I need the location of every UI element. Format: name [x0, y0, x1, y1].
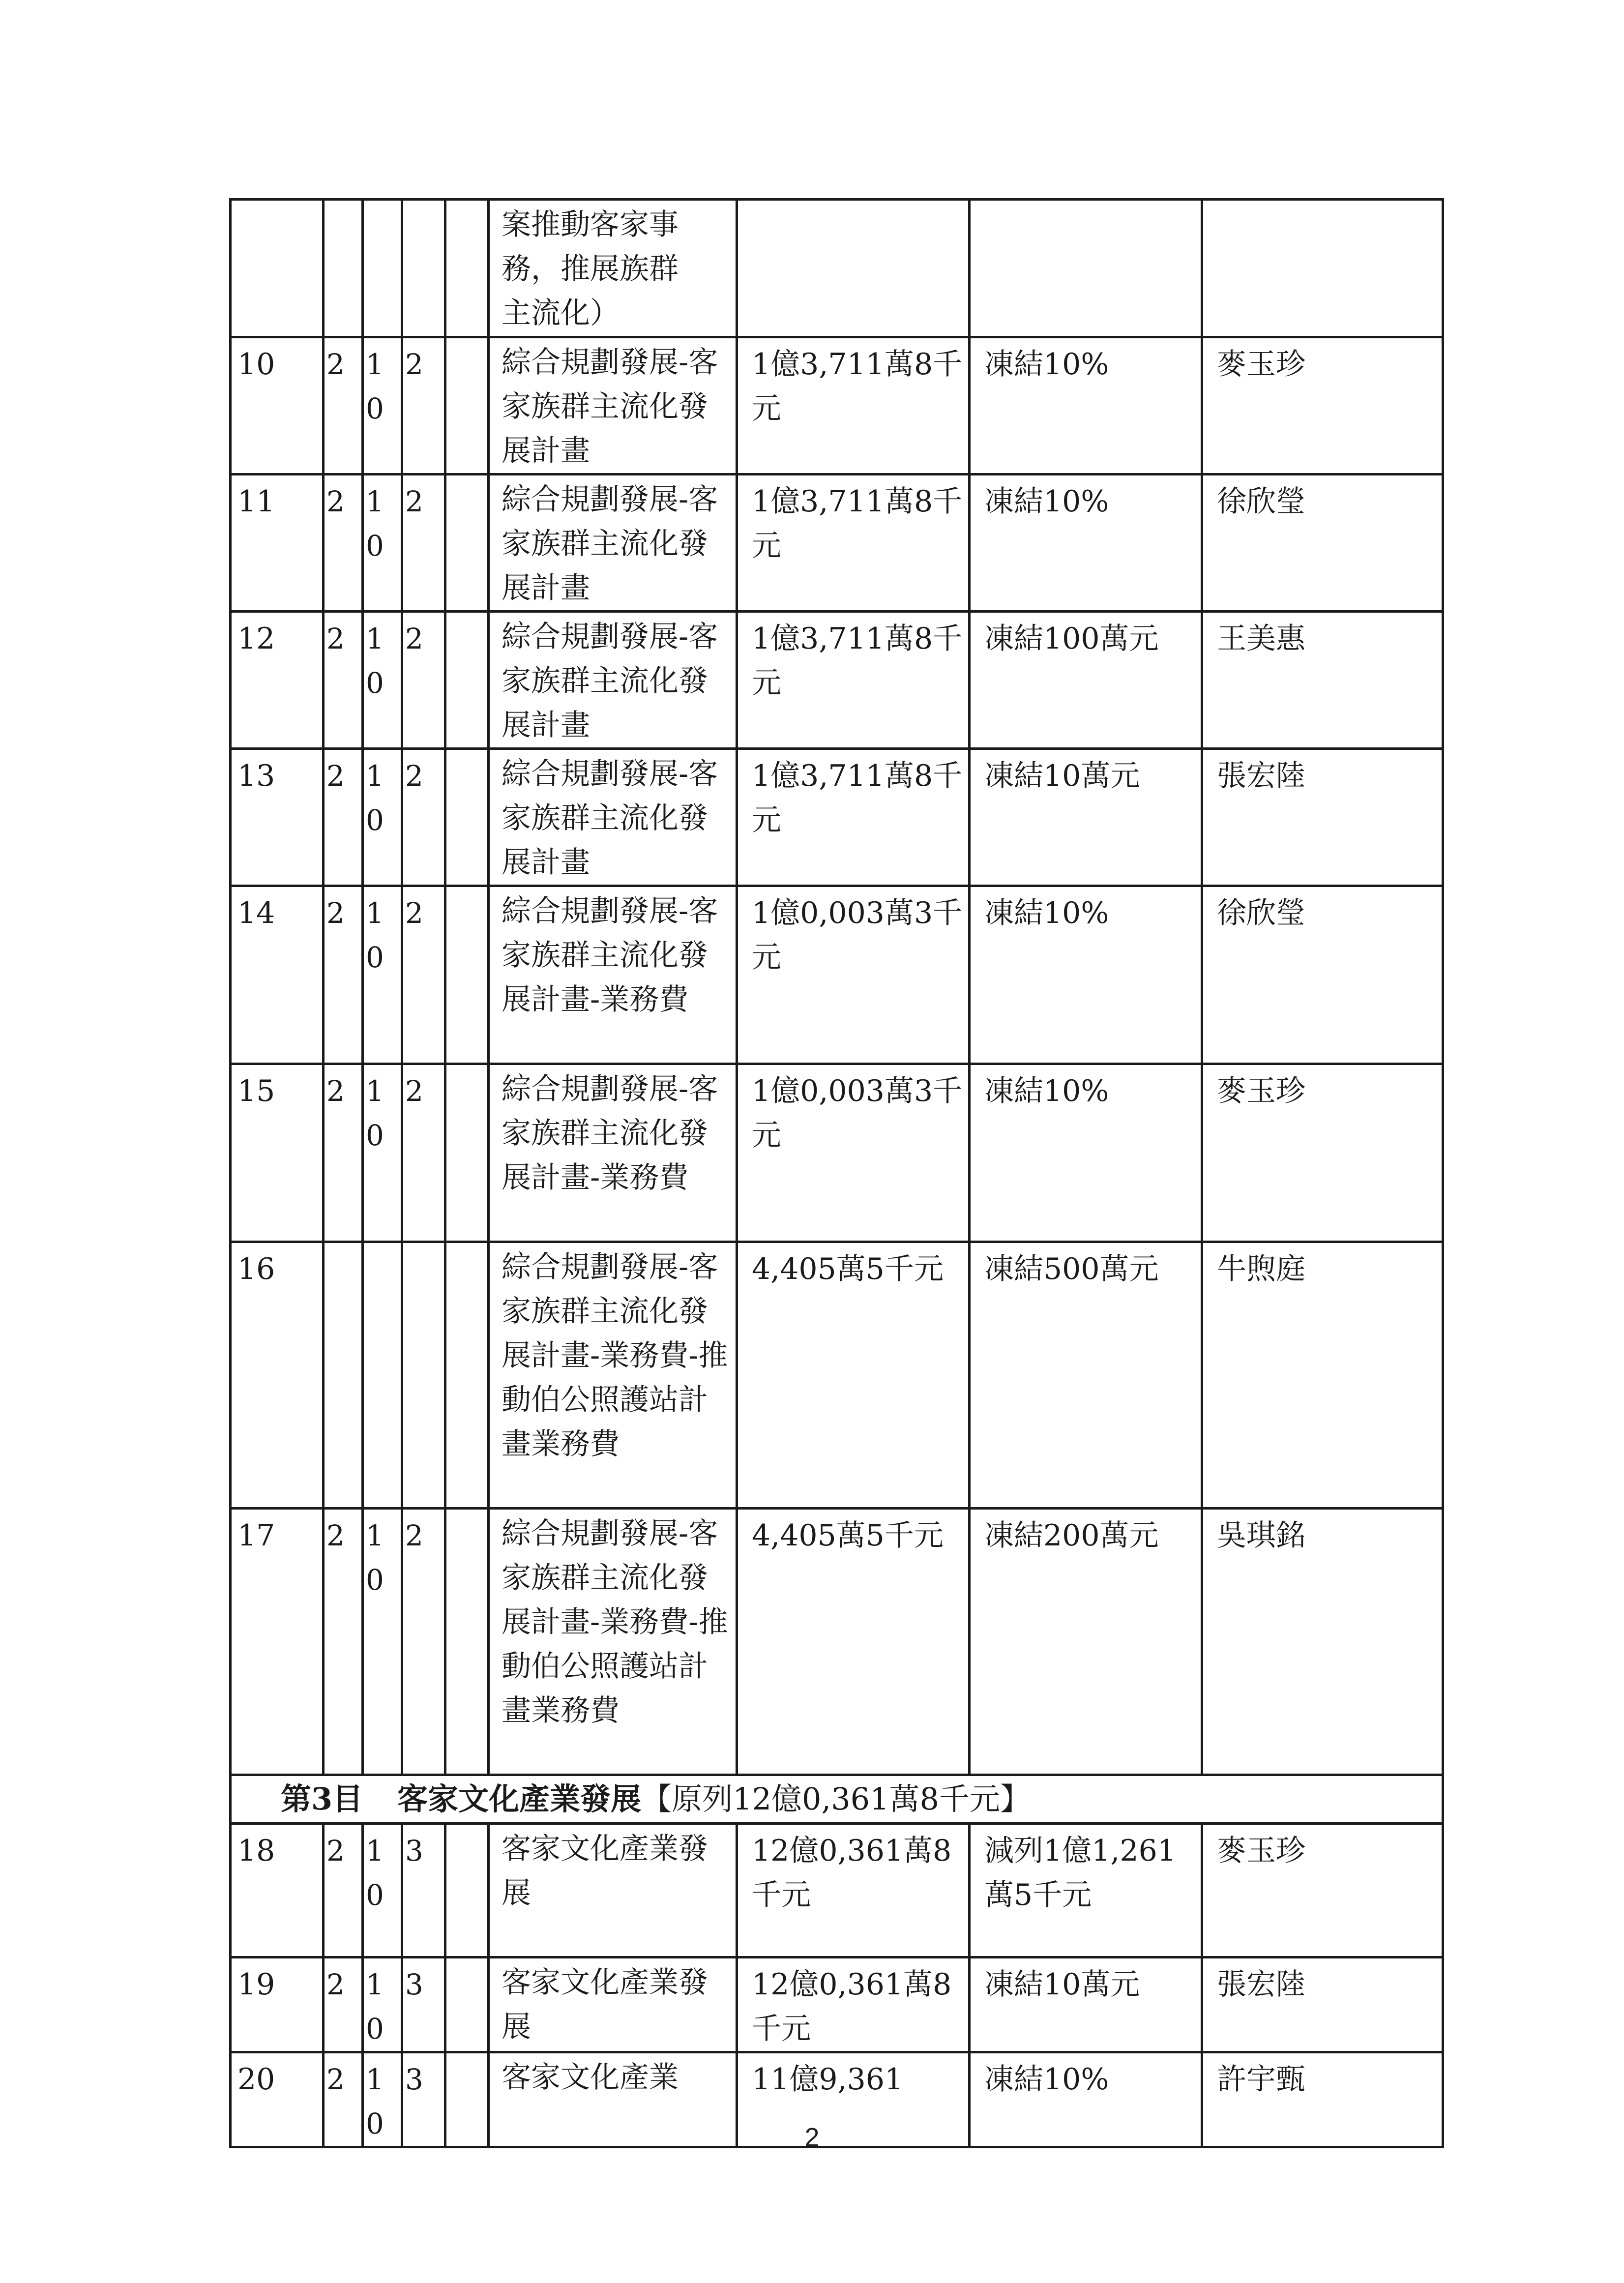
description-cell: 客家文化產業發展	[489, 1957, 737, 2052]
action-cell	[970, 200, 1202, 337]
code-cell: 2	[324, 612, 363, 749]
code-cell: 10	[363, 612, 402, 749]
amount-cell: 11億9,361	[737, 2052, 970, 2147]
code-cell: 2	[402, 749, 445, 886]
no-cell	[231, 200, 324, 337]
code-cell	[363, 200, 402, 337]
no-cell: 14	[231, 886, 324, 1064]
code-cell: 3	[402, 1824, 445, 1957]
description-cell: 綜合規劃發展-客家族群主流化發展計畫	[489, 612, 737, 749]
action-cell: 凍結10%	[970, 886, 1202, 1064]
table-row	[231, 1064, 1443, 1242]
continuation-row	[231, 200, 1443, 337]
proposer-cell: 麥玉珍	[1202, 1064, 1443, 1242]
description-cell: 客家文化產業發展	[489, 1824, 737, 1957]
code-cell: 10	[363, 337, 402, 474]
amount-cell: 1億0,003萬3千元	[737, 1064, 970, 1242]
table-body	[231, 200, 1443, 2147]
page-number: 2	[804, 2123, 820, 2152]
description-cell: 案推動客家事 務，推展族群 主流化）	[489, 200, 737, 337]
no-cell: 11	[231, 474, 324, 612]
action-cell: 凍結10萬元	[970, 1957, 1202, 2052]
no-cell: 13	[231, 749, 324, 886]
table-row	[231, 1824, 1443, 1957]
section-label: 第3目	[281, 1781, 363, 1817]
code-cell: 2	[324, 749, 363, 886]
code-cell: 2	[324, 1509, 363, 1775]
code-cell	[445, 474, 489, 612]
action-cell: 減列1億1,261萬5千元	[970, 1824, 1202, 1957]
code-cell: 3	[402, 2052, 445, 2147]
description-cell: 客家文化產業	[489, 2052, 737, 2147]
code-cell: 10	[363, 749, 402, 886]
section-name: 客家文化產業發展	[397, 1781, 642, 1817]
code-cell: 2	[324, 474, 363, 612]
code-cell	[445, 1957, 489, 2052]
action-cell: 凍結10萬元	[970, 749, 1202, 886]
code-cell	[402, 200, 445, 337]
code-cell	[445, 886, 489, 1064]
no-cell: 20	[231, 2052, 324, 2147]
code-cell	[324, 200, 363, 337]
code-cell: 10	[363, 474, 402, 612]
code-cell: 2	[324, 337, 363, 474]
code-cell	[363, 1242, 402, 1509]
code-cell	[402, 1242, 445, 1509]
table-row	[231, 886, 1443, 1064]
proposer-cell: 張宏陸	[1202, 1957, 1443, 2052]
no-cell: 16	[231, 1242, 324, 1509]
code-cell: 2	[402, 612, 445, 749]
code-cell: 10	[363, 1064, 402, 1242]
table-row	[231, 1509, 1443, 1775]
code-cell	[445, 1509, 489, 1775]
code-cell: 2	[324, 886, 363, 1064]
amount-cell: 1億3,711萬8千元	[737, 474, 970, 612]
action-cell: 凍結100萬元	[970, 612, 1202, 749]
code-cell: 2	[402, 337, 445, 474]
section-header-cell	[231, 1775, 1443, 1824]
amount-cell: 1億0,003萬3千元	[737, 886, 970, 1064]
code-cell: 10	[363, 1509, 402, 1775]
proposer-cell: 徐欣瑩	[1202, 886, 1443, 1064]
section-note: 【原列12億0,361萬8千元】	[641, 1781, 1031, 1817]
code-cell: 2	[402, 474, 445, 612]
code-cell: 10	[363, 1824, 402, 1957]
action-cell: 凍結10%	[970, 2052, 1202, 2147]
no-cell: 17	[231, 1509, 324, 1775]
code-cell	[445, 749, 489, 886]
code-cell: 2	[324, 1824, 363, 1957]
no-cell: 19	[231, 1957, 324, 2052]
proposer-cell: 許宇甄	[1202, 2052, 1443, 2147]
proposer-cell: 牛煦庭	[1202, 1242, 1443, 1509]
code-cell: 2	[324, 2052, 363, 2147]
code-cell: 10	[363, 2052, 402, 2147]
code-cell: 10	[363, 886, 402, 1064]
table-row	[231, 749, 1443, 886]
description-cell: 綜合規劃發展-客家族群主流化發展計畫	[489, 474, 737, 612]
code-cell: 2	[402, 1064, 445, 1242]
proposer-cell: 徐欣瑩	[1202, 474, 1443, 612]
amount-cell: 4,405萬5千元	[737, 1242, 970, 1509]
description-cell: 綜合規劃發展-客家族群主流化發展計畫-業務費-推動伯公照護站計畫業務費	[489, 1242, 737, 1509]
table-row	[231, 337, 1443, 474]
code-cell	[445, 1064, 489, 1242]
amount-cell: 4,405萬5千元	[737, 1509, 970, 1775]
proposer-cell: 王美惠	[1202, 612, 1443, 749]
action-cell: 凍結10%	[970, 474, 1202, 612]
amount-cell: 12億0,361萬8千元	[737, 1824, 970, 1957]
amount-cell: 1億3,711萬8千元	[737, 612, 970, 749]
code-cell: 2	[402, 886, 445, 1064]
proposer-cell: 張宏陸	[1202, 749, 1443, 886]
table-row	[231, 1957, 1443, 2052]
code-cell: 10	[363, 1957, 402, 2052]
no-cell: 15	[231, 1064, 324, 1242]
budget-motion-table	[229, 198, 1444, 2148]
code-cell	[445, 337, 489, 474]
proposer-cell: 吳琪銘	[1202, 1509, 1443, 1775]
no-cell: 12	[231, 612, 324, 749]
section-header-row	[231, 1775, 1443, 1824]
description-cell: 綜合規劃發展-客家族群主流化發展計畫-業務費	[489, 1064, 737, 1242]
amount-cell: 12億0,361萬8千元	[737, 1957, 970, 2052]
proposer-cell: 麥玉珍	[1202, 1824, 1443, 1957]
action-cell: 凍結500萬元	[970, 1242, 1202, 1509]
code-cell	[445, 200, 489, 337]
code-cell: 2	[324, 1957, 363, 2052]
code-cell	[324, 1242, 363, 1509]
description-cell: 綜合規劃發展-客家族群主流化發展計畫-業務費	[489, 886, 737, 1064]
action-cell: 凍結200萬元	[970, 1509, 1202, 1775]
description-cell: 綜合規劃發展-客家族群主流化發展計畫-業務費-推動伯公照護站計畫業務費	[489, 1509, 737, 1775]
table-row	[231, 474, 1443, 612]
table-row	[231, 1242, 1443, 1509]
code-cell	[445, 1242, 489, 1509]
description-cell: 綜合規劃發展-客家族群主流化發展計畫	[489, 337, 737, 474]
code-cell: 2	[324, 1064, 363, 1242]
code-cell: 2	[402, 1509, 445, 1775]
amount-cell: 1億3,711萬8千元	[737, 749, 970, 886]
code-cell: 3	[402, 1957, 445, 2052]
proposer-cell	[1202, 200, 1443, 337]
table-row	[231, 612, 1443, 749]
code-cell	[445, 1824, 489, 1957]
proposer-cell: 麥玉珍	[1202, 337, 1443, 474]
description-cell: 綜合規劃發展-客家族群主流化發展計畫	[489, 749, 737, 886]
code-cell	[445, 612, 489, 749]
action-cell: 凍結10%	[970, 337, 1202, 474]
amount-cell: 1億3,711萬8千元	[737, 337, 970, 474]
no-cell: 10	[231, 337, 324, 474]
amount-cell	[737, 200, 970, 337]
action-cell: 凍結10%	[970, 1064, 1202, 1242]
no-cell: 18	[231, 1824, 324, 1957]
